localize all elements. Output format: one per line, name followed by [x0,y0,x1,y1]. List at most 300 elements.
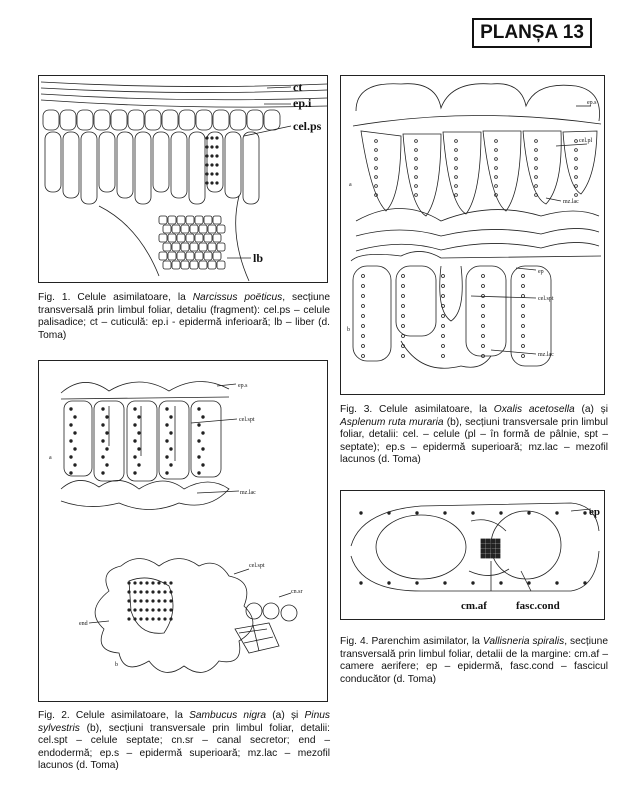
chloroplast [375,185,378,188]
chloroplast [211,137,213,139]
chloroplast [211,155,213,157]
phloem-cell [195,234,203,242]
chloroplast [70,424,73,427]
chloroplast [158,618,160,620]
chloroplast [556,582,559,585]
chloroplast [575,167,578,170]
chloroplast [128,618,130,620]
phloem-cell [213,252,221,260]
phloem-cell [168,216,176,224]
chloroplast [74,464,77,467]
chloroplast [482,285,485,288]
chloroplast [402,355,405,358]
phloem-cell [208,243,216,251]
chloroplast [166,440,169,443]
figure-2-drawing [38,360,328,702]
chloroplast [102,408,105,411]
phloem-cell [190,261,198,269]
chloroplast [128,600,130,602]
chloroplast [415,194,418,197]
palisade-cell [99,132,115,192]
phloem-cell [186,252,194,260]
chloroplast [500,582,503,585]
chloroplast [415,167,418,170]
fig2-label-cnsr: cn.sr [291,589,303,595]
chloroplast [134,408,137,411]
fig2-label-b: b [115,662,118,668]
chloroplast [522,295,525,298]
chloroplast [206,137,208,139]
chloroplast [362,355,365,358]
plate-title: PLANȘA 13 [472,18,592,48]
vascular-cell [491,554,495,558]
chloroplast [522,355,525,358]
chloroplast [216,164,218,166]
epidermal-cell [94,110,110,130]
fig3-label-eps: ep.s [587,100,597,106]
chloroplast [402,335,405,338]
chloroplast [164,609,166,611]
chloroplast [442,275,445,278]
chloroplast [362,285,365,288]
chloroplast [455,167,458,170]
chloroplast [202,416,205,419]
chloroplast [455,149,458,152]
chloroplast [102,456,105,459]
figure-3-drawing [340,75,605,395]
chloroplast [152,618,154,620]
palisade-cell [243,132,259,204]
chloroplast [146,618,148,620]
chloroplast [140,618,142,620]
chloroplast [415,176,418,179]
fig4-label-cmaf: cm.af [461,600,487,612]
palisade-cell [117,132,133,198]
chloroplast [444,512,447,515]
chloroplast [455,140,458,143]
chloroplast [402,325,405,328]
epidermal-cell [179,110,195,130]
chloroplast [584,512,587,515]
chloroplast [70,440,73,443]
phloem-cell [195,216,203,224]
chloroplast [482,315,485,318]
chloroplast [415,140,418,143]
chloroplast [216,137,218,139]
vascular-cell [481,554,485,558]
phloem-cell [186,234,194,242]
chloroplast [170,600,172,602]
chloroplast [170,432,173,435]
fig2-label-a: a [49,455,52,461]
palisade-cell [81,132,97,204]
chloroplast [74,432,77,435]
chloroplast [198,424,201,427]
figure-2-caption: Fig. 2. Celule asimilatoare, la Sambucus nigra (a) și Pinus sylvestris (b), secțiuni transversale prin limbul foliar, detalii: cel.spt – celule septate; cn.sr – canal secretor; end – endodermă; ep.s – epidermă superioară; mz.lac – mezofil lacunos (d. Toma) [38,710,330,772]
phloem-cell [177,252,185,260]
chloroplast [455,185,458,188]
chloroplast [415,185,418,188]
epidermal-cell [145,110,161,130]
epidermal-cell [111,110,127,130]
chloroplast [500,512,503,515]
chloroplast [495,176,498,179]
epidermal-cell [264,110,280,130]
chloroplast [206,155,208,157]
chloroplast [442,325,445,328]
phloem-cell [168,234,176,242]
chloroplast [442,355,445,358]
chloroplast [388,582,391,585]
chloroplast [415,149,418,152]
chloroplast [375,140,378,143]
phloem-cell [208,261,216,269]
chloroplast [128,609,130,611]
chloroplast [138,432,141,435]
epidermal-cell [196,110,212,130]
chloroplast [535,140,538,143]
chloroplast [535,149,538,152]
palisade-cell [225,132,241,198]
fig3-label-b: b [347,327,350,333]
vascular-cell [486,549,490,553]
chloroplast [138,464,141,467]
chloroplast [535,185,538,188]
chloroplast [152,609,154,611]
fig2-label-mzlac: mz.lac [240,490,256,496]
chloroplast [415,158,418,161]
chloroplast [362,345,365,348]
vascular-cell [491,544,495,548]
epidermal-cell [128,110,144,130]
epidermal-cell [162,110,178,130]
chloroplast [158,600,160,602]
fig1-label-ct: ct [293,80,303,94]
chloroplast [216,155,218,157]
phloem-cell [163,261,171,269]
chloroplast [472,582,475,585]
chloroplast [206,173,208,175]
chloroplast [522,315,525,318]
chloroplast [216,173,218,175]
chloroplast [70,472,73,475]
chloroplast [575,194,578,197]
phloem-cell [181,261,189,269]
phloem-cell [190,225,198,233]
phloem-cell [195,252,203,260]
fig3-label-ep: ep [538,269,544,275]
phloem-cell [190,243,198,251]
chloroplast [211,164,213,166]
chloroplast [206,182,208,184]
chloroplast [575,176,578,179]
chloroplast [482,335,485,338]
chloroplast [522,335,525,338]
chloroplast [535,158,538,161]
palisade-cell [171,132,187,198]
chloroplast [70,408,73,411]
chloroplast [146,582,148,584]
chloroplast [360,512,363,515]
chloroplast [375,176,378,179]
chloroplast [74,448,77,451]
phloem-cell [208,225,216,233]
fig3-label-celspt: cel.spt [538,296,554,302]
palisade-cell [153,132,169,192]
epidermal-cell [77,110,93,130]
fig1-label-lb: lb [253,251,264,265]
chloroplast [170,464,173,467]
phloem-cell [204,216,212,224]
chloroplast [198,472,201,475]
epidermal-cell [60,110,76,130]
chloroplast [170,448,173,451]
chloroplast [206,146,208,148]
phloem-cell [159,234,167,242]
phloem-cell [217,261,225,269]
figure-4-caption: Fig. 4. Parenchim asimilator, la Vallisneria spiralis, secțiune transversală prin limbul foliar, detalii de la margine: cm.af – camere aerifere; ep – epidermă, fasc.cond – fascicul conducător (d. Toma) [340,636,608,685]
chloroplast [158,582,160,584]
chloroplast [556,512,559,515]
chloroplast [140,591,142,593]
chloroplast [211,182,213,184]
chloroplast [146,591,148,593]
vascular-cell [496,554,500,558]
fig3-label-celpl: cel.pl [579,138,593,144]
phloem-cell [217,225,225,233]
chloroplast [158,591,160,593]
chloroplast [442,345,445,348]
chloroplast [166,472,169,475]
fig4-label-ep: ep [589,506,600,518]
vascular-cell [486,554,490,558]
chloroplast [102,440,105,443]
phloem-cell [159,216,167,224]
chloroplast [482,345,485,348]
chloroplast [472,512,475,515]
phloem-cell [213,216,221,224]
figure-3-caption: Fig. 3. Celule asimilatoare, la Oxalis acetosella (a) și Asplenum ruta muraria (b), secțiuni transversale prin limbul foliar, detalii: cel. – celule (pl – în formă de pâlnie, spt – septate); ep.s – epidermă superioară; mz.lac – mezofil lacunos (d. Toma) [340,404,608,466]
chloroplast [198,456,201,459]
chloroplast [152,600,154,602]
chloroplast [134,609,136,611]
vascular-cell [486,544,490,548]
phloem-cell [172,225,180,233]
fig2-label-eps: ep.s [238,383,248,389]
chloroplast [575,140,578,143]
vascular-cell [481,539,485,543]
chloroplast [522,275,525,278]
chloroplast [164,591,166,593]
chloroplast [482,325,485,328]
chloroplast [146,600,148,602]
chloroplast [522,325,525,328]
chloroplast [522,305,525,308]
figure-4-drawing [340,490,605,620]
chloroplast [134,600,136,602]
vascular-cell [496,549,500,553]
chloroplast [575,149,578,152]
palisade-cell [63,132,79,198]
chloroplast [198,440,201,443]
chloroplast [495,140,498,143]
phloem-cell [181,225,189,233]
figure-1-drawing [38,75,328,283]
palisade-cell [207,132,223,192]
chloroplast [482,305,485,308]
chloroplast [482,275,485,278]
chloroplast [206,164,208,166]
chloroplast [152,591,154,593]
chloroplast [402,275,405,278]
phloem-cell [177,234,185,242]
chloroplast [102,472,105,475]
chloroplast [495,149,498,152]
chloroplast [416,582,419,585]
chloroplast [495,167,498,170]
chloroplast [528,512,531,515]
phloem-cell [177,216,185,224]
chloroplast [375,158,378,161]
chloroplast [362,325,365,328]
vascular-cell [496,539,500,543]
vascular-cell [481,549,485,553]
phloem-cell [168,252,176,260]
chloroplast [152,582,154,584]
chloroplast [74,416,77,419]
fig2-label-celspt-b: cel.spt [249,563,265,569]
chloroplast [134,582,136,584]
chloroplast [528,582,531,585]
epidermal-cell [213,110,229,130]
fig1-label-celps: cel.ps [293,119,322,133]
palisade-cell [189,132,205,204]
chloroplast [402,295,405,298]
fig2-label-celspt: cel.spt [239,417,255,423]
chloroplast [362,315,365,318]
chloroplast [535,167,538,170]
fig4-label-fasccond: fasc.cond [516,600,560,612]
phloem-cell [199,225,207,233]
phloem-cell [199,261,207,269]
vascular-cell [491,539,495,543]
epidermal-cell [230,110,246,130]
chloroplast [362,335,365,338]
phloem-cell [172,243,180,251]
palisade-cell [135,132,151,204]
chloroplast [138,416,141,419]
chloroplast [584,582,587,585]
chloroplast [402,305,405,308]
chloroplast [170,582,172,584]
phloem-cell [181,243,189,251]
chloroplast [211,173,213,175]
chloroplast [416,512,419,515]
phloem-cell [204,252,212,260]
phloem-cell [213,234,221,242]
chloroplast [442,295,445,298]
chloroplast [522,345,525,348]
chloroplast [216,182,218,184]
chloroplast [375,167,378,170]
chloroplast [164,618,166,620]
phloem-cell [159,252,167,260]
fig1-label-epi: ep.i [293,96,312,110]
epidermal-cell [247,110,263,130]
chloroplast [402,315,405,318]
chloroplast [216,146,218,148]
chloroplast [575,158,578,161]
chloroplast [202,432,205,435]
phloem-cell [204,234,212,242]
chloroplast [211,146,213,148]
chloroplast [134,591,136,593]
chloroplast [166,424,169,427]
phloem-cell [217,243,225,251]
chloroplast [106,448,109,451]
chloroplast [495,185,498,188]
chloroplast [164,600,166,602]
chloroplast [402,285,405,288]
vascular-cell [491,549,495,553]
chloroplast [455,176,458,179]
chloroplast [158,609,160,611]
fig3-label-mzlac-b: mz.lac [538,352,554,358]
chloroplast [106,464,109,467]
chloroplast [495,158,498,161]
chloroplast [134,424,137,427]
phloem-cell [163,243,171,251]
chloroplast [198,408,201,411]
epidermal-cell [43,110,59,130]
chloroplast [535,176,538,179]
vascular-cell [486,539,490,543]
chloroplast [444,582,447,585]
vascular-cell [496,544,500,548]
chloroplast [202,448,205,451]
chloroplast [106,432,109,435]
chloroplast [442,285,445,288]
chloroplast [70,456,73,459]
phloem-cell [163,225,171,233]
chloroplast [522,285,525,288]
chloroplast [166,408,169,411]
palisade-cell [45,132,61,192]
chloroplast [106,416,109,419]
chloroplast [170,609,172,611]
chloroplast [442,315,445,318]
chloroplast [140,600,142,602]
chloroplast [360,582,363,585]
chloroplast [134,472,137,475]
phloem-cell [199,243,207,251]
phloem-cell [186,216,194,224]
chloroplast [138,448,141,451]
chloroplast [362,305,365,308]
phloem-cell [172,261,180,269]
chloroplast [455,158,458,161]
chloroplast [388,512,391,515]
chloroplast [146,609,148,611]
chloroplast [134,440,137,443]
chloroplast [442,335,445,338]
chloroplast [362,275,365,278]
chloroplast [455,194,458,197]
chloroplast [170,416,173,419]
chloroplast [202,464,205,467]
chloroplast [134,456,137,459]
chloroplast [166,456,169,459]
